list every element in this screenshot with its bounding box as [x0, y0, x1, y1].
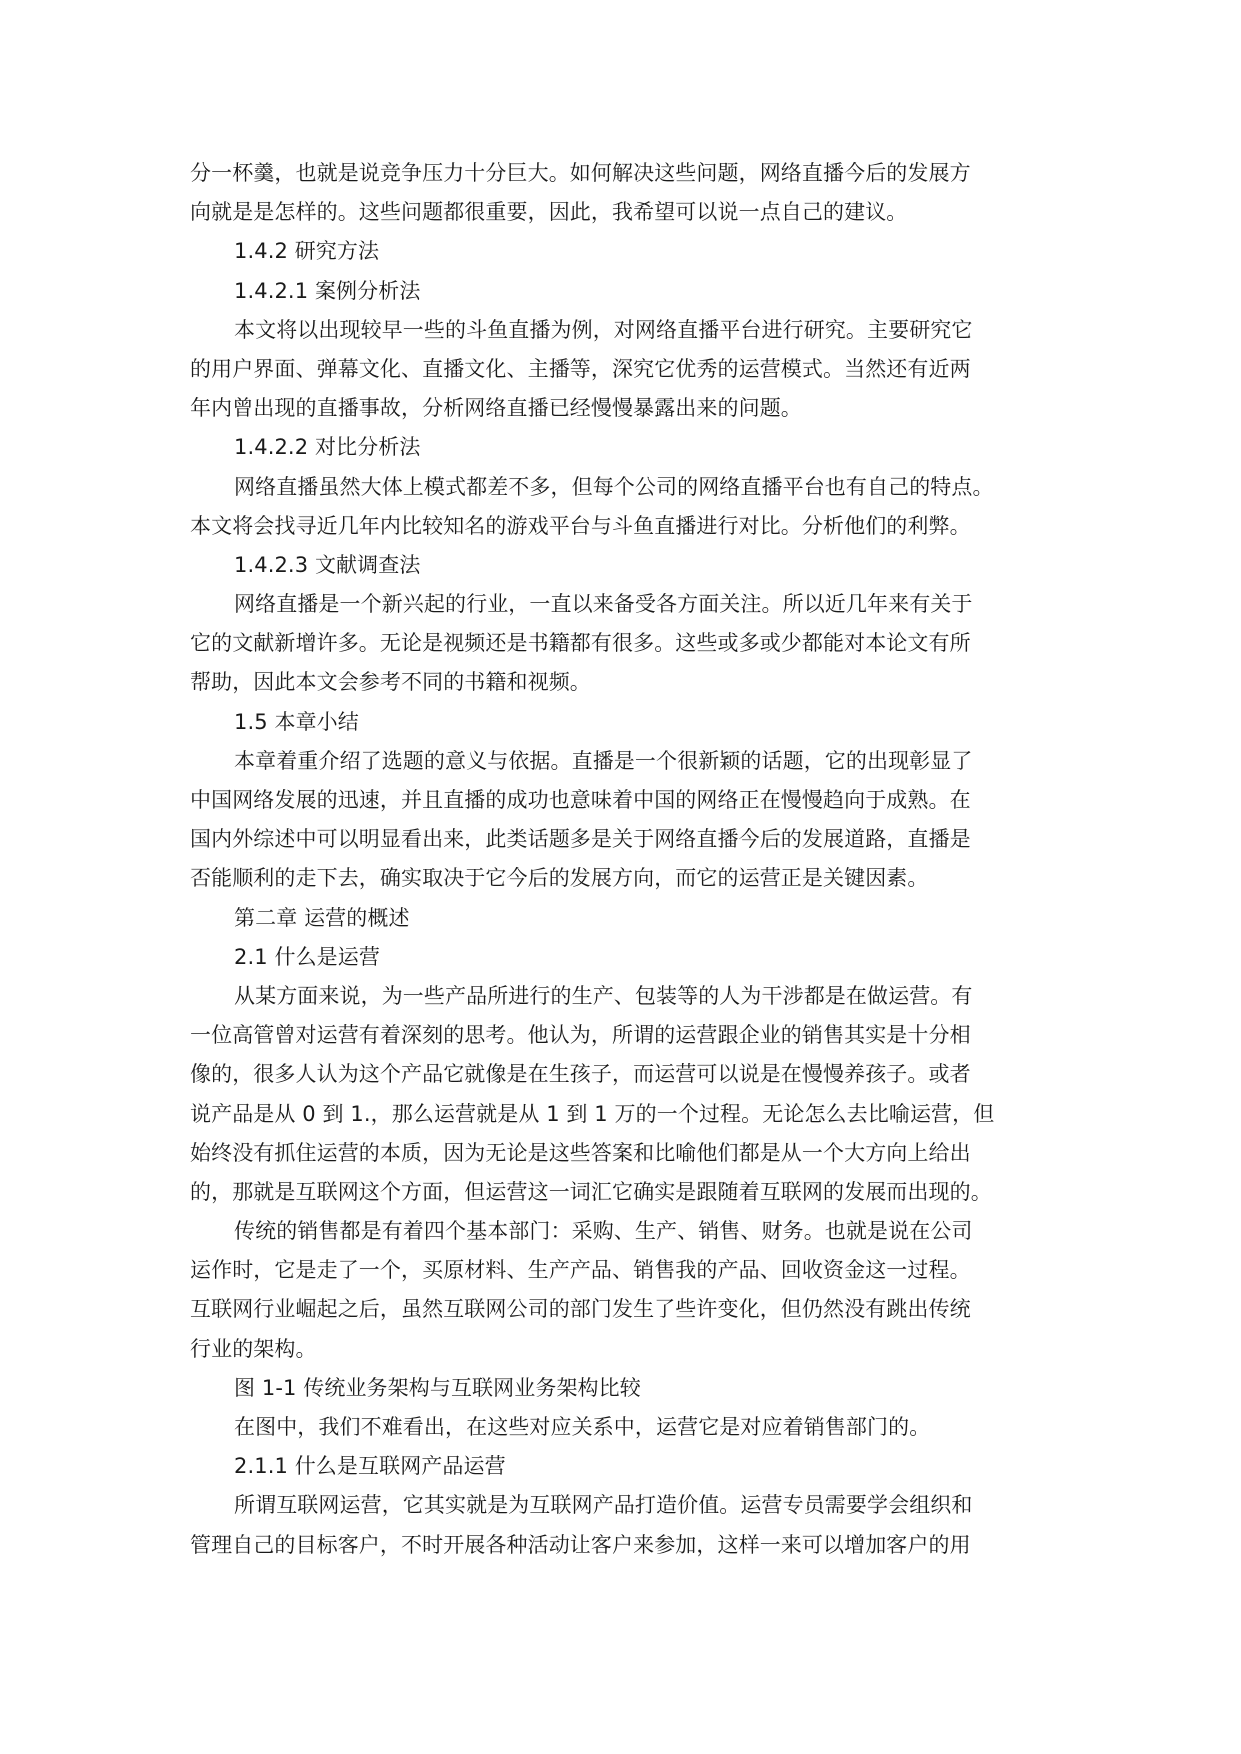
text-line: 中国网络发展的迅速，并且直播的成功也意味着中国的网络正在慢慢趋向于成熟。在 — [190, 788, 971, 812]
text-line: 1.4.2.2 对比分析法 — [234, 435, 421, 460]
text-line: 网络直播虽然大体上模式都差不多，但每个公司的网络直播平台也有自己的特点。 — [234, 474, 994, 499]
text-line: 像的，很多人认为这个产品它就像是在生孩子，而运营可以说是在慢慢养孩子。或者 — [190, 1062, 971, 1087]
text-line: 1.5 本章小结 — [234, 709, 359, 734]
text-line: 网络直播是一个新兴起的行业，一直以来备受各方面关注。所以近几年来有关于 — [234, 592, 973, 617]
text-line: 从某方面来说，为一些产品所进行的生产、包装等的人为干涉都是在做运营。有 — [234, 983, 973, 1008]
text-line: 本章着重介绍了选题的意义与依据。直播是一个很新颖的话题，它的出现彰显了 — [234, 748, 973, 773]
text-line: 行业的架构。 — [190, 1336, 317, 1361]
text-line: 本文将以出现较早一些的斗鱼直播为例，对网络直播平台进行研究。主要研究它 — [234, 317, 973, 342]
text-line: 否能顺利的走下去，确实取决于它今后的发展方向，而它的运营正是关键因素。 — [190, 866, 929, 891]
text-line: 一位高管曾对运营有着深刻的思考。他认为，所谓的运营跟企业的销售其实是十分相 — [190, 1023, 971, 1048]
text-line: 年内曾出现的直播事故，分析网络直播已经慢慢暴露出来的问题。 — [190, 396, 802, 421]
text-line: 1.4.2 研究方法 — [234, 239, 380, 264]
text-line: 它的文献新增许多。无论是视频还是书籍都有很多。这些或多或少都能对本论文有所 — [190, 631, 971, 656]
text-line: 在图中，我们不难看出，在这些对应关系中，运营它是对应着销售部门的。 — [234, 1415, 931, 1439]
text-line: 图 1-1 传统业务架构与互联网业务架构比较 — [234, 1375, 641, 1400]
text-line: 传统的销售都是有着四个基本部门：采购、生产、销售、财务。也就是说在公司 — [234, 1219, 973, 1244]
text-line: 第二章 运营的概述 — [234, 905, 410, 930]
text-line: 互联网行业崛起之后，虽然互联网公司的部门发生了些许变化，但仍然没有跳出传统 — [190, 1297, 971, 1322]
text-line: 1.4.2.3 文献调查法 — [234, 552, 421, 577]
text-line: 的用户界面、弹幕文化、直播文化、主播等，深究它优秀的运营模式。当然还有近两 — [190, 356, 971, 381]
text-line: 2.1 什么是运营 — [234, 944, 380, 969]
text-line: 向就是是怎样的。这些问题都很重要，因此，我希望可以说一点自己的建议。 — [190, 200, 908, 225]
text-line: 帮助，因此本文会参考不同的书籍和视频。 — [190, 670, 591, 695]
text-line: 所谓互联网运营，它其实就是为互联网产品打造价值。运营专员需要学会组织和 — [234, 1493, 973, 1518]
text-line: 的，那就是互联网这个方面，但运营这一词汇它确实是跟随着互联网的发展而出现的。 — [190, 1179, 992, 1204]
text-line: 运作时，它是走了一个，买原材料、生产产品、销售我的产品、回收资金这一过程。 — [190, 1258, 971, 1283]
text-line: 1.4.2.1 案例分析法 — [234, 278, 421, 303]
text-line: 说产品是从 0 到 1.，那么运营就是从 1 到 1 万的一个过程。无论怎么去比喻运营，但 — [190, 1101, 995, 1126]
text-line: 分一杯羹，也就是说竞争压力十分巨大。如何解决这些问题，网络直播今后的发展方 — [190, 161, 971, 185]
text-line: 本文将会找寻近几年内比较知名的游戏平台与斗鱼直播进行对比。分析他们的利弊。 — [190, 513, 971, 538]
text-line: 始终没有抓住运营的本质，因为无论是这些答案和比喻他们都是从一个大方向上给出 — [190, 1140, 971, 1165]
text-line: 2.1.1 什么是互联网产品运营 — [234, 1454, 506, 1479]
text-line: 国内外综述中可以明显看出来，此类话题多是关于网络直播今后的发展道路，直播是 — [190, 827, 971, 852]
body-text — [190, 154, 1062, 1565]
text-line: 管理自己的目标客户，不时开展各种活动让客户来参加，这样一来可以增加客户的用 — [190, 1532, 971, 1557]
